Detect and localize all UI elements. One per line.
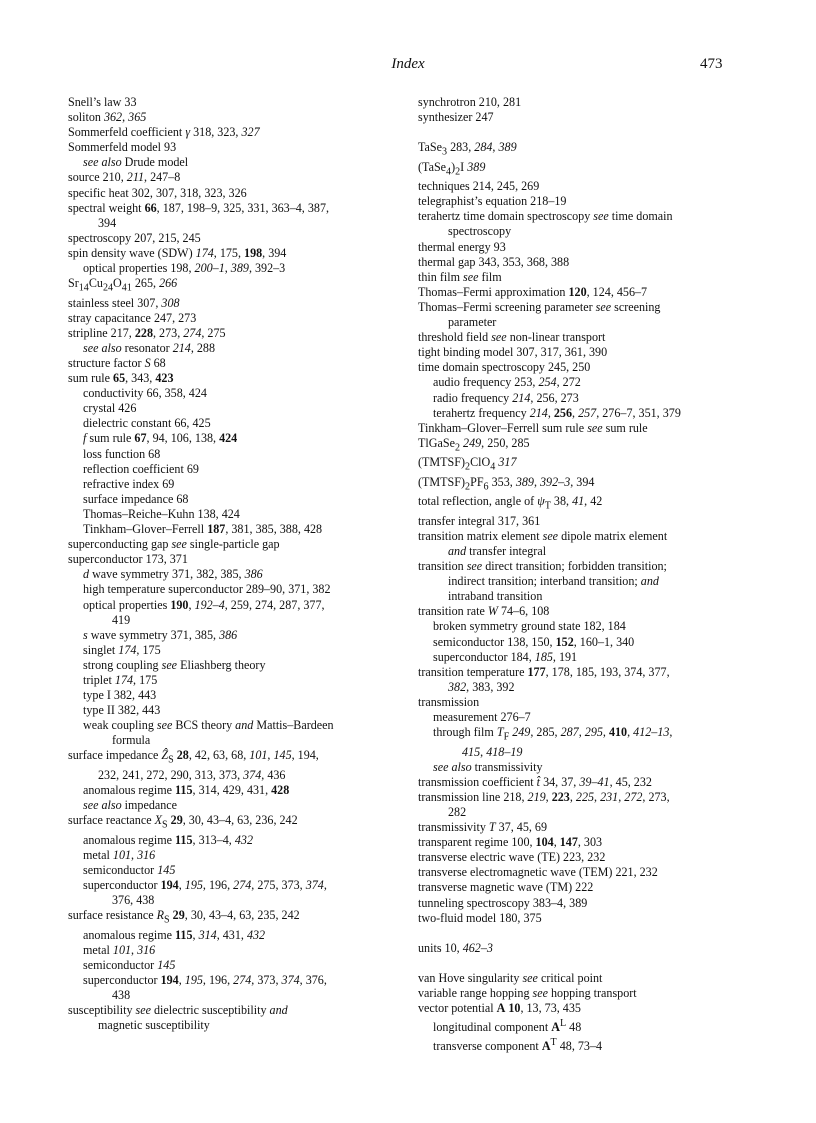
index-column-left [68,95,398,1033]
index-entry: synchrotron 210, 281 [418,95,522,109]
index-entry: thermal energy 93 [418,239,506,254]
index-entry: TaSe$_3$ 283, 284, 389 [418,140,517,158]
index-entry: structure factor S 68 [68,356,166,370]
index-entry: sum rule 65, 343, 423 [68,371,174,386]
index-section-gap [418,125,748,140]
index-entry: spectroscopy 207, 215, 245 [68,230,201,245]
index-entry-continuation: 376, 438 [112,893,155,908]
index-subentry: see also transmissivity [433,759,543,774]
index-entry: total reflection, angle of $\psi_T$ 38, 41, 42 [418,494,603,512]
index-entry: two-fluid model 180, 375 [418,910,542,925]
index-entry: spectral weight 66, 187, 198–9, 325, 331, 363–4, 387, [68,200,330,215]
index-subentry: measurement 276–7 [433,710,531,724]
index-subentry: metal 101, 316 [83,847,156,862]
index-subentry: see also Drude model [83,155,189,170]
index-subentry: optical properties 198, 200–1, 389, 392–3 [83,261,286,276]
index-subentry: superconductor 194, 195, 196, 274, 275, 373, 374, [83,878,327,892]
index-entry-continuation: 232, 241, 272, 290, 313, 373, 374, 436 [98,767,286,782]
index-entry: vector potential A 10, 13, 73, 435 [418,1001,581,1015]
index-entry: stray capacitance 247, 273 [68,310,197,325]
index-entry: Sommerfeld model 93 [68,140,177,155]
index-entry: threshold field see non-linear transport [418,330,606,345]
index-entry: Sommerfeld coefficient γ 318, 323, 327 [68,125,260,140]
index-entry-continuation: magnetic susceptibility [98,1018,210,1033]
index-subentry: triplet 174, 175 [83,672,158,687]
index-subentry: surface impedance 68 [83,491,189,506]
index-entry-continuation: spectroscopy [448,224,512,239]
index-section-gap [418,926,748,941]
index-entry-continuation: indirect transition; interband transition; and [448,574,659,589]
index-subentry: f sum rule 67, 94, 106, 138, 424 [83,431,238,446]
index-entry: susceptibility see dielectric susceptibility and [68,1003,288,1018]
index-entry: transmissivity T 37, 45, 69 [418,820,548,835]
index-entry: units 10, 462–3 [418,940,493,955]
index-entry: surface resistance $R_S$ 29, 30, 43–4, 63, 235, 242 [68,908,300,926]
index-entry: transmission coefficient t̂ 34, 37, 39–41, 45, 232 [418,774,652,789]
index-subentry: strong coupling see Eliashberg theory [83,657,266,672]
index-subentry: high temperature superconductor 289–90, 371, 382 [83,582,331,597]
index-subentry: semiconductor 145 [83,862,176,877]
index-entry: $(TMTSF)_2PF_6$ 353, 389, 392–3, 394 [418,474,595,493]
index-subentry: crystal 426 [83,401,137,416]
index-entry-continuation: 419 [112,612,131,627]
index-subentry: d wave symmetry 371, 382, 385, 386 [83,567,263,582]
index-subentry: type I 382, 443 [83,688,157,703]
index-entry: van Hove singularity see critical point [418,970,603,985]
index-subentry: metal 101, 316 [83,942,156,957]
index-entry: tunneling spectroscopy 383–4, 389 [418,895,588,910]
index-entry: transverse electric wave (TE) 223, 232 [418,850,606,865]
index-entry: source 210, 211, 247–8 [68,170,181,185]
index-entry: variable range hopping see hopping transport [418,985,637,1000]
index-entry: surface impedance Ẑ$_S$ 28, 42, 63, 68, 101, 145, 194, [68,748,319,766]
index-subentry: optical properties 190, 192–4, 259, 274, 287, 377, [83,597,325,612]
index-entry: superconductor 173, 371 [68,552,188,567]
index-entry: synthesizer 247 [418,110,494,125]
index-subentry: anomalous regime 115, 314, 431, 432 [83,927,266,942]
index-entry: Thomas–Fermi approximation 120, 124, 456–7 [418,284,648,299]
index-entry-continuation: and transfer integral [448,543,547,558]
index-entry: TlGaSe$_2$ 249, 250, 285 [418,435,530,454]
index-entry: time domain spectroscopy 245, 250 [418,360,591,375]
index-subentry: type II 382, 443 [83,703,161,718]
index-subentry: see also impedance [83,798,178,813]
index-subentry: superconductor 184, 185, 191 [433,649,578,664]
index-subentry: singlet 174, 175 [83,642,161,657]
index-entry: transition temperature 177, 178, 185, 193, 374, 377, [418,664,670,679]
index-subentry: reflection coefficient 69 [83,461,199,476]
index-entry-continuation: 415, 418–19 [462,744,523,759]
index-subentry: longitudinal component $A^L$ 48 [433,1018,582,1035]
index-entry: transmission line 218, 219, 223, 225, 231, 272, 273, [418,789,670,804]
index-subentry: audio frequency 253, 254, 272 [433,375,581,390]
index-section-gap [418,956,748,971]
index-entry-continuation: formula [112,733,151,748]
index-entry: Thomas–Fermi screening parameter see screening [418,299,661,314]
index-subentry: Thomas–Reiche–Kuhn 138, 424 [83,506,240,521]
index-subentry: through film $T_F$ 249, 285, 287, 295, 410, 412–13, [433,725,673,743]
index-entry-continuation: 382, 383, 392 [448,679,515,694]
index-entry: techniques 214, 245, 269 [418,179,540,194]
index-subentry: transverse component $A^T$ 48, 73–4 [433,1037,603,1054]
index-entry: transition rate W 74–6, 108 [418,604,550,619]
index-entry: transverse magnetic wave (TM) 222 [418,880,594,895]
index-entry: thermal gap 343, 353, 368, 388 [418,254,570,269]
index-entry: soliton 362, 365 [68,110,147,125]
index-entry: superconducting gap see single-particle gap [68,537,280,552]
index-entry: Tinkham–Glover–Ferrell sum rule see sum rule [418,420,648,435]
index-subentry: see also resonator 214, 288 [83,340,216,355]
index-subentry: semiconductor 138, 150, 152, 160–1, 340 [433,634,635,649]
index-entry: specific heat 302, 307, 318, 323, 326 [68,185,247,200]
index-entry: stainless steel 307, 308 [68,295,180,310]
index-entry: spin density wave (SDW) 174, 175, 198, 394 [68,245,287,260]
index-subentry: terahertz frequency 214, 256, 257, 276–7, 351, 379 [433,405,681,420]
index-entry: $(TMTSF)_2ClO_4$ 317 [418,455,517,473]
index-subentry: loss function 68 [83,446,161,461]
index-entry: transition matrix element see dipole matrix element [418,528,668,543]
index-entry-continuation: 438 [112,988,131,1003]
index-entry: stripline 217, 228, 273, 274, 275 [68,325,226,340]
index-subentry: anomalous regime 115, 313–4, 432 [83,832,253,847]
index-subentry: superconductor 194, 195, 196, 274, 373, 374, 376, [83,972,327,987]
index-entry: telegraphist’s equation 218–19 [418,194,567,209]
index-entry-continuation: parameter [448,315,497,330]
index-subentry: broken symmetry ground state 182, 184 [433,619,626,634]
index-subentry: Tinkham–Glover–Ferrell 187, 381, 385, 388, 428 [83,522,323,537]
index-subentry: weak coupling see BCS theory and Mattis–Bardeen [83,718,334,733]
index-entry: $Sr_{14}Cu_{24}O_{41}$ 265, 266 [68,276,178,294]
index-entry: transfer integral 317, 361 [418,513,541,528]
index-column-right [418,95,748,1054]
index-entry: surface reactance $X_S$ 29, 30, 43–4, 63, 236, 242 [68,813,298,831]
index-entry: tight binding model 307, 317, 361, 390 [418,345,608,360]
page-number: 473 [700,56,723,72]
index-entry: transmission [418,694,480,709]
index-entry: terahertz time domain spectroscopy see time domain [418,209,673,224]
index-entry: Snell’s law 33 [68,95,137,109]
index-entry: $(TaSe_4)_2I$ 389 [418,159,486,178]
index-entry-continuation: 282 [448,804,467,819]
index-entry: transition see direct transition; forbidden transition; [418,559,667,574]
index-entry-continuation: intraband transition [448,589,543,604]
index-subentry: semiconductor 145 [83,957,176,972]
index-subentry: conductivity 66, 358, 424 [83,386,207,401]
running-header-title: Index [391,56,425,72]
index-entry: transparent regime 100, 104, 147, 303 [418,835,603,850]
index-subentry: refractive index 69 [83,476,175,491]
index-subentry: radio frequency 214, 256, 273 [433,390,579,405]
index-subentry: s wave symmetry 371, 385, 386 [83,627,238,642]
index-entry: thin film see film [418,269,502,284]
index-entry-continuation: 394 [98,215,117,230]
index-entry: transverse electromagnetic wave (TEM) 221, 232 [418,865,658,880]
index-subentry: anomalous regime 115, 314, 429, 431, 428 [83,783,290,798]
index-subentry: dielectric constant 66, 425 [83,416,211,431]
